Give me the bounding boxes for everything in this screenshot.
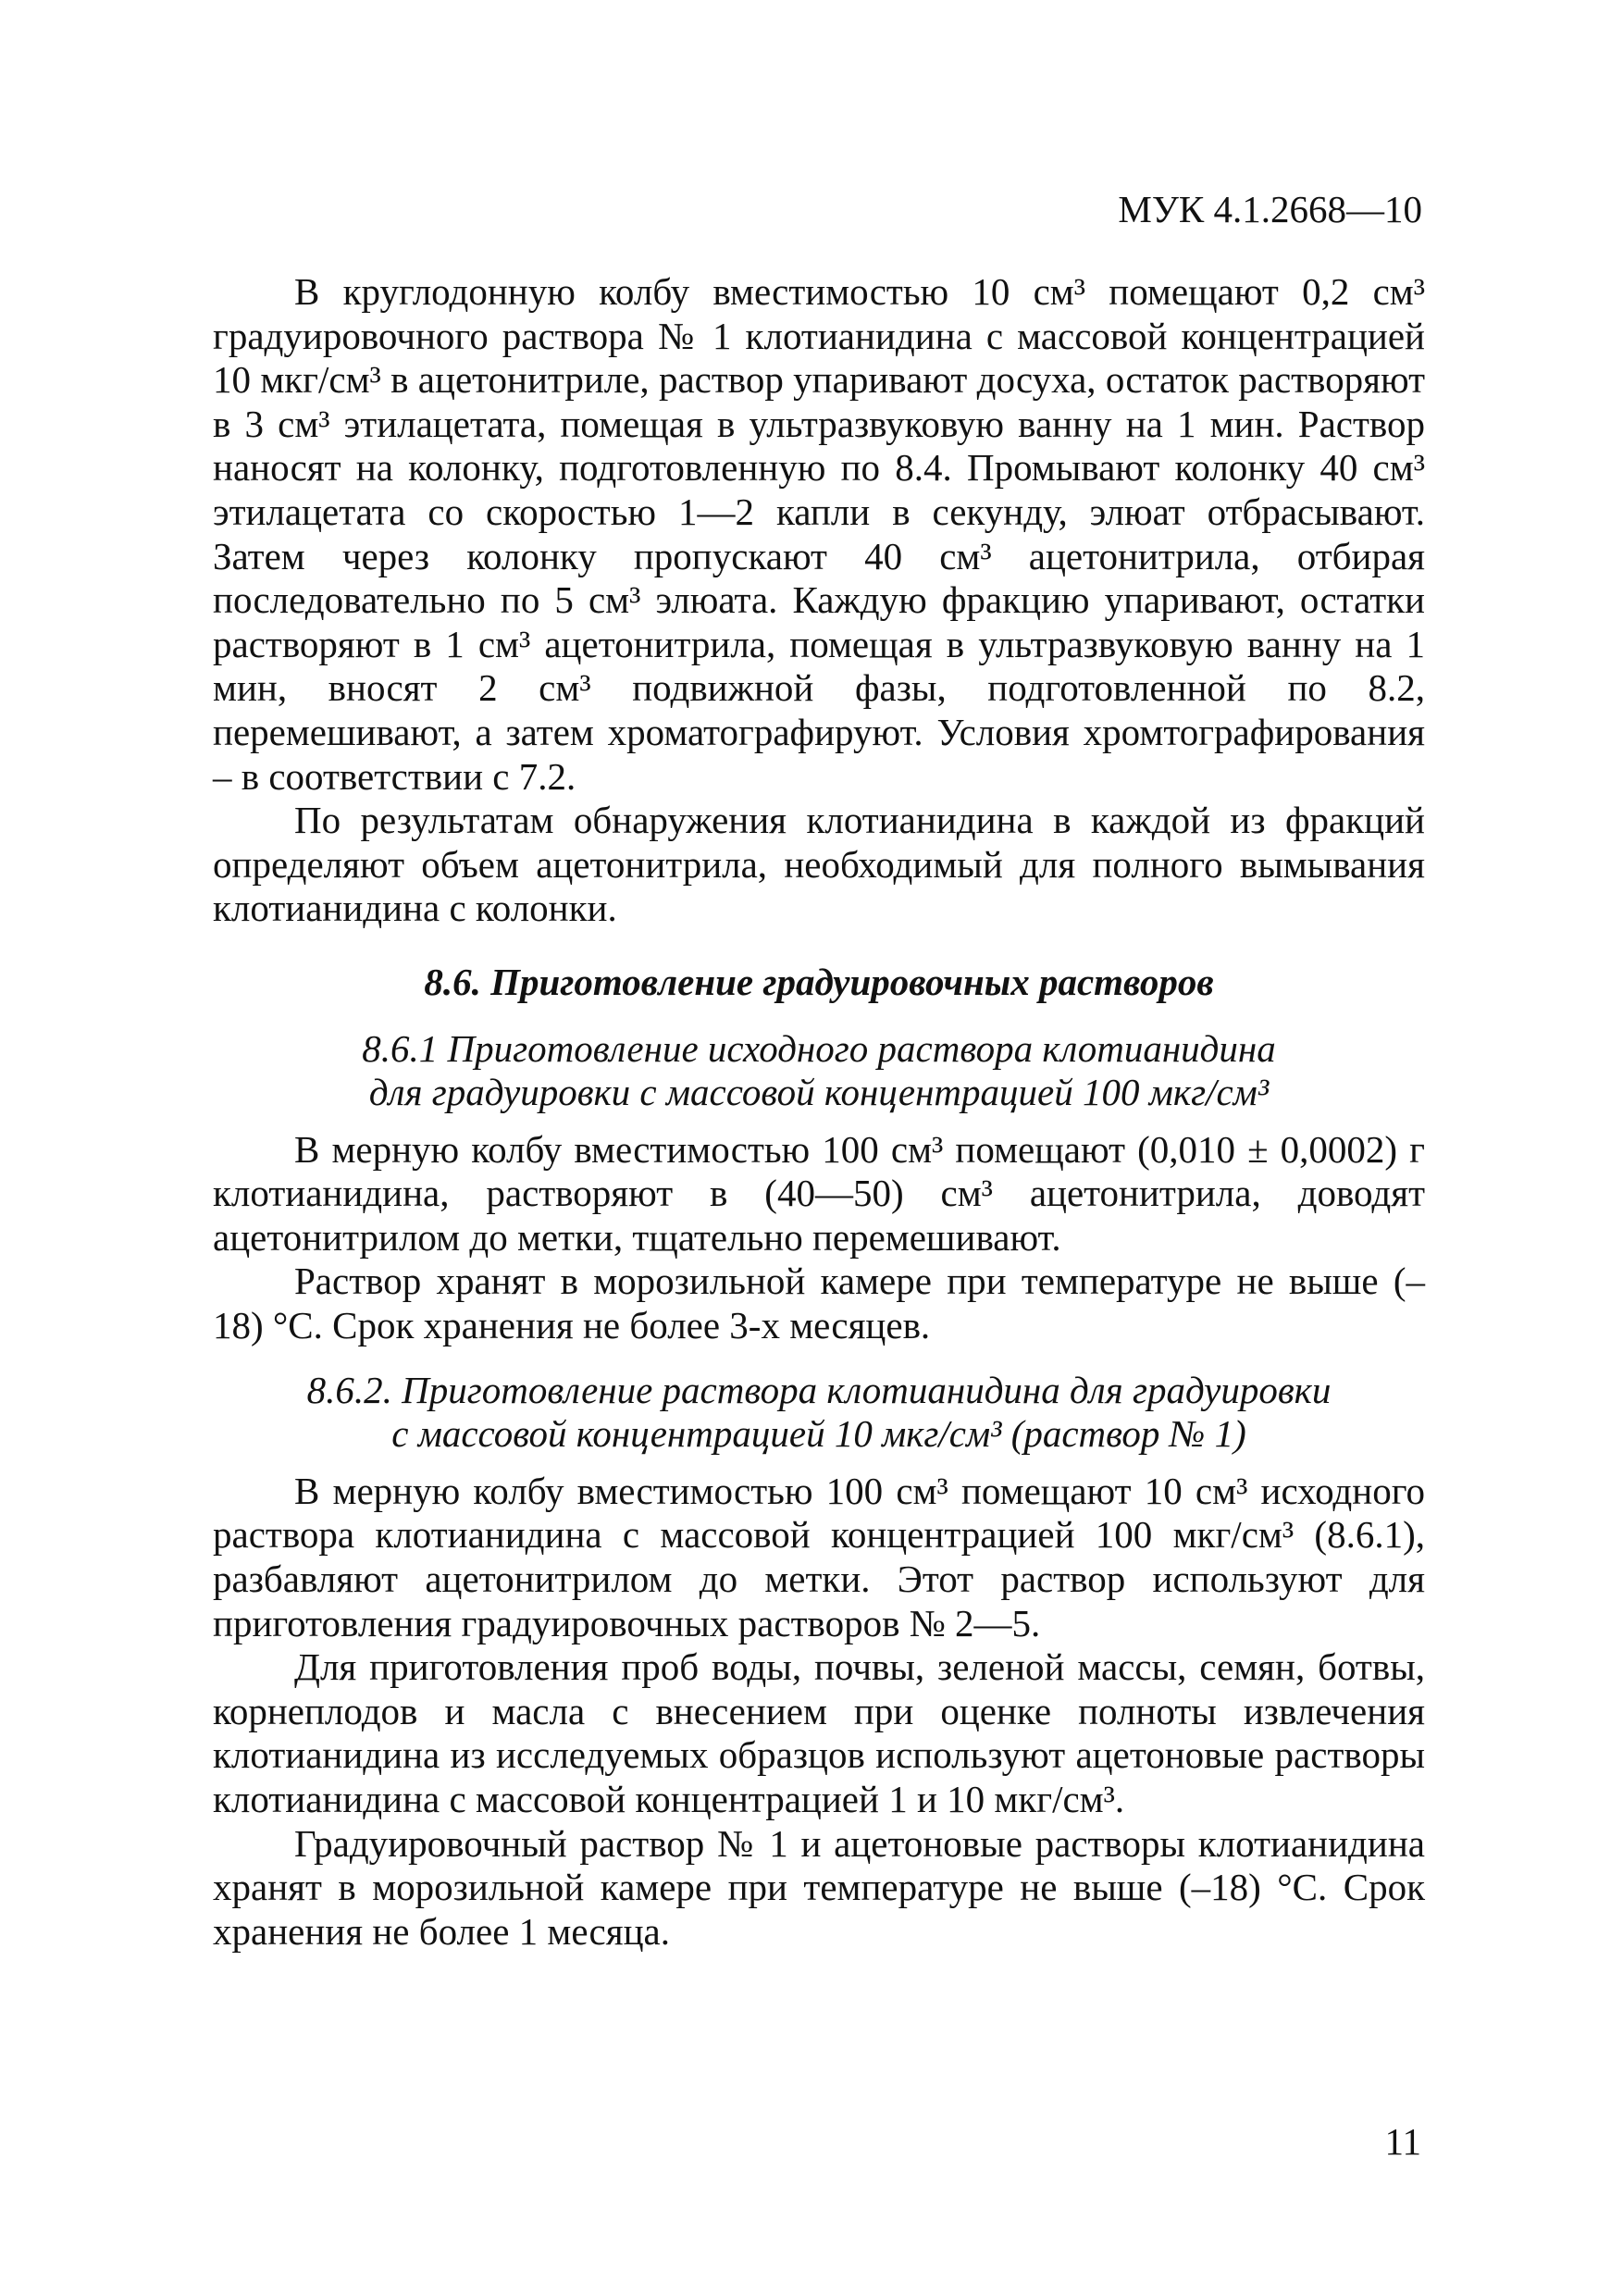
subsection-heading-8-6-1-line2: для градуировки с массовой концентрацией 100 мкг/см³: [368, 1071, 1270, 1114]
page-number: 11: [1384, 2120, 1421, 2163]
paragraph-solution-1-prep: В мерную колбу вместимостью 100 см³ помещают 10 см³ исходного раствора клотианидина с массовой концентрацией 100 мкг/см³ (8.6.1), разбавляют ацетонитрилом до метки. Этот раствор используют для приготовления градуировочных растворов № 2—5.: [213, 1469, 1425, 1644]
paragraph-column-procedure: В круглодонную колбу вместимостью 10 см³ помещают 0,2 см³ градуировочного раствора № 1 клотианидина с массовой концентрацией 10 мкг/см³ в ацетонитриле, раствор упаривают досуха, остаток растворяют в 3 см³ этилацетата, помещая в ультразвуковую ванну на 1 мин. Раствор наносят на колонку, подготовленную по 8.4. Промывают колонку 40 см³ этилацетата со скоростью 1—2 капли в секунду, элюат отбрасывают. Затем через колонку пропускают 40 см³ ацетонитрила, отбирая последовательно по 5 см³ элюата. Каждую фракцию упаривают, остатки растворяют в 1 см³ ацетонитрила, помещая в ультразвуковую ванну на 1 мин, вносят 2 см³ подвижной фазы, подготовленной по 8.2, перемешивают, а затем хроматографируют. Условия хромтографирования – в соответствии с 7.2.: [213, 270, 1425, 798]
subsection-heading-8-6-2-line2: с массовой концентрацией 10 мкг/см³ (раствор № 1): [391, 1412, 1246, 1456]
section-heading-8-6: 8.6. Приготовление градуировочных растворов: [424, 960, 1214, 1003]
paragraph-acetone-solutions: Для приготовления проб воды, почвы, зеленой массы, семян, ботвы, корнеплодов и масла с внесением при оценке полноты извлечения клотианидина из исследуемых образцов используют ацетоновые растворы клотианидина с массовой концентрацией 1 и 10 мкг/см³.: [213, 1645, 1425, 1820]
subsection-heading-8-6-2-line1: 8.6.2. Приготовление раствора клотианидина для градуировки: [306, 1368, 1332, 1411]
document-code-header: МУК 4.1.2668—10: [1118, 188, 1422, 230]
paragraph-stock-solution-prep: В мерную колбу вместимостью 100 см³ помещают (0,010 ± 0,0002) г клотианидина, растворяют в (40—50) см³ ацетонитрила, доводят ацетонитрилом до метки, тщательно перемешивают.: [213, 1127, 1425, 1259]
subsection-heading-8-6-2: [213, 1369, 1425, 1457]
page-body: [213, 270, 1425, 1954]
subsection-heading-8-6-1-line1: 8.6.1 Приготовление исходного раствора клотианидина: [362, 1026, 1276, 1070]
paragraph-storage-conditions: Градуировочный раствор № 1 и ацетоновые растворы клотианидина хранят в морозильной камере при температуре не выше (–18) °С. Срок хранения не более 1 месяца.: [213, 1821, 1425, 1953]
paragraph-stock-storage: Раствор хранят в морозильной камере при температуре не выше (–18) °С. Срок хранения не более 3-х месяцев.: [213, 1260, 1425, 1347]
paragraph-elution-volume: По результатам обнаружения клотианидина в каждой из фракций определяют объем ацетонитрила, необходимый для полного вымывания клотианидина с колонки.: [213, 799, 1425, 930]
subsection-heading-8-6-1: [213, 1027, 1425, 1115]
